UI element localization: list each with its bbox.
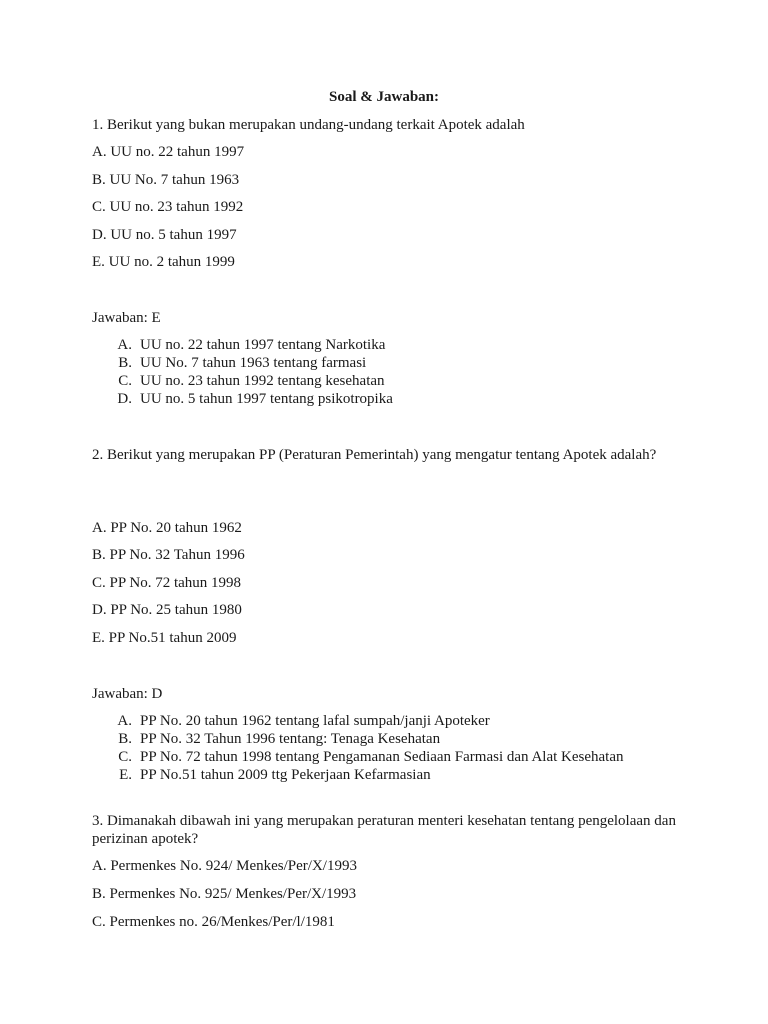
list-item-label: A.	[117, 337, 132, 353]
question-3-option-a: A. Permenkes No. 924/ Menkes/Per/X/1993	[92, 858, 357, 874]
list-item-text: UU No. 7 tahun 1963 tentang farmasi	[140, 355, 367, 371]
list-item-label: C.	[118, 749, 132, 765]
question-2-option-a: A. PP No. 20 tahun 1962	[92, 520, 242, 536]
question-1-option-a: A. UU no. 22 tahun 1997	[92, 144, 245, 160]
question-1-option-d: D. UU no. 5 tahun 1997	[92, 227, 237, 243]
list-item-label: D.	[117, 391, 132, 407]
question-2-option-e: E. PP No.51 tahun 2009	[92, 630, 237, 646]
question-1-option-c: C. UU no. 23 tahun 1992	[92, 199, 244, 215]
question-2-option-c: C. PP No. 72 tahun 1998	[92, 575, 242, 591]
list-item-text: PP No. 72 tahun 1998 tentang Pengamanan Sediaan Farmasi dan Alat Kesehatan	[140, 749, 624, 765]
question-2-text: 2. Berikut yang merupakan PP (Peraturan Pemerintah) yang mengatur tentang Apotek adalah?	[92, 447, 657, 463]
list-item-text: PP No. 20 tahun 1962 tentang lafal sumpah/janji Apoteker	[140, 713, 490, 729]
list-item-text: PP No.51 tahun 2009 ttg Pekerjaan Kefarmasian	[140, 767, 431, 783]
question-1-option-b: B. UU No. 7 tahun 1963	[92, 172, 240, 188]
list-item-label: C.	[118, 373, 132, 389]
list-item-text: UU no. 23 tahun 1992 tentang kesehatan	[140, 373, 385, 389]
list-item-label: A.	[117, 713, 132, 729]
page-title: Soal & Jawaban:	[328, 89, 440, 105]
list-item-label: B.	[118, 731, 132, 747]
question-3-option-c: C. Permenkes no. 26/Menkes/Per/l/1981	[92, 914, 335, 930]
question-2-option-d: D. PP No. 25 tahun 1980	[92, 602, 242, 618]
question-1-text: 1. Berikut yang bukan merupakan undang-undang terkait Apotek adalah	[92, 117, 525, 133]
list-item-text: UU no. 22 tahun 1997 tentang Narkotika	[140, 337, 386, 353]
list-item-label: B.	[118, 355, 132, 371]
question-3-text: 3. Dimanakah dibawah ini yang merupakan peraturan menteri kesehatan tentang pengelolaan dan perizinan apotek?	[92, 813, 676, 847]
list-item-text: PP No. 32 Tahun 1996 tentang: Tenaga Kesehatan	[140, 731, 441, 747]
question-1-answer: Jawaban: E	[92, 310, 161, 326]
list-item-label: E.	[119, 767, 132, 783]
question-2-answer: Jawaban: D	[92, 686, 163, 702]
question-1-option-e: E. UU no. 2 tahun 1999	[92, 254, 235, 270]
list-item-text: UU no. 5 tahun 1997 tentang psikotropika	[140, 391, 393, 407]
question-3-option-b: B. Permenkes No. 925/ Menkes/Per/X/1993	[92, 886, 357, 902]
question-2-option-b: B. PP No. 32 Tahun 1996	[92, 547, 245, 563]
